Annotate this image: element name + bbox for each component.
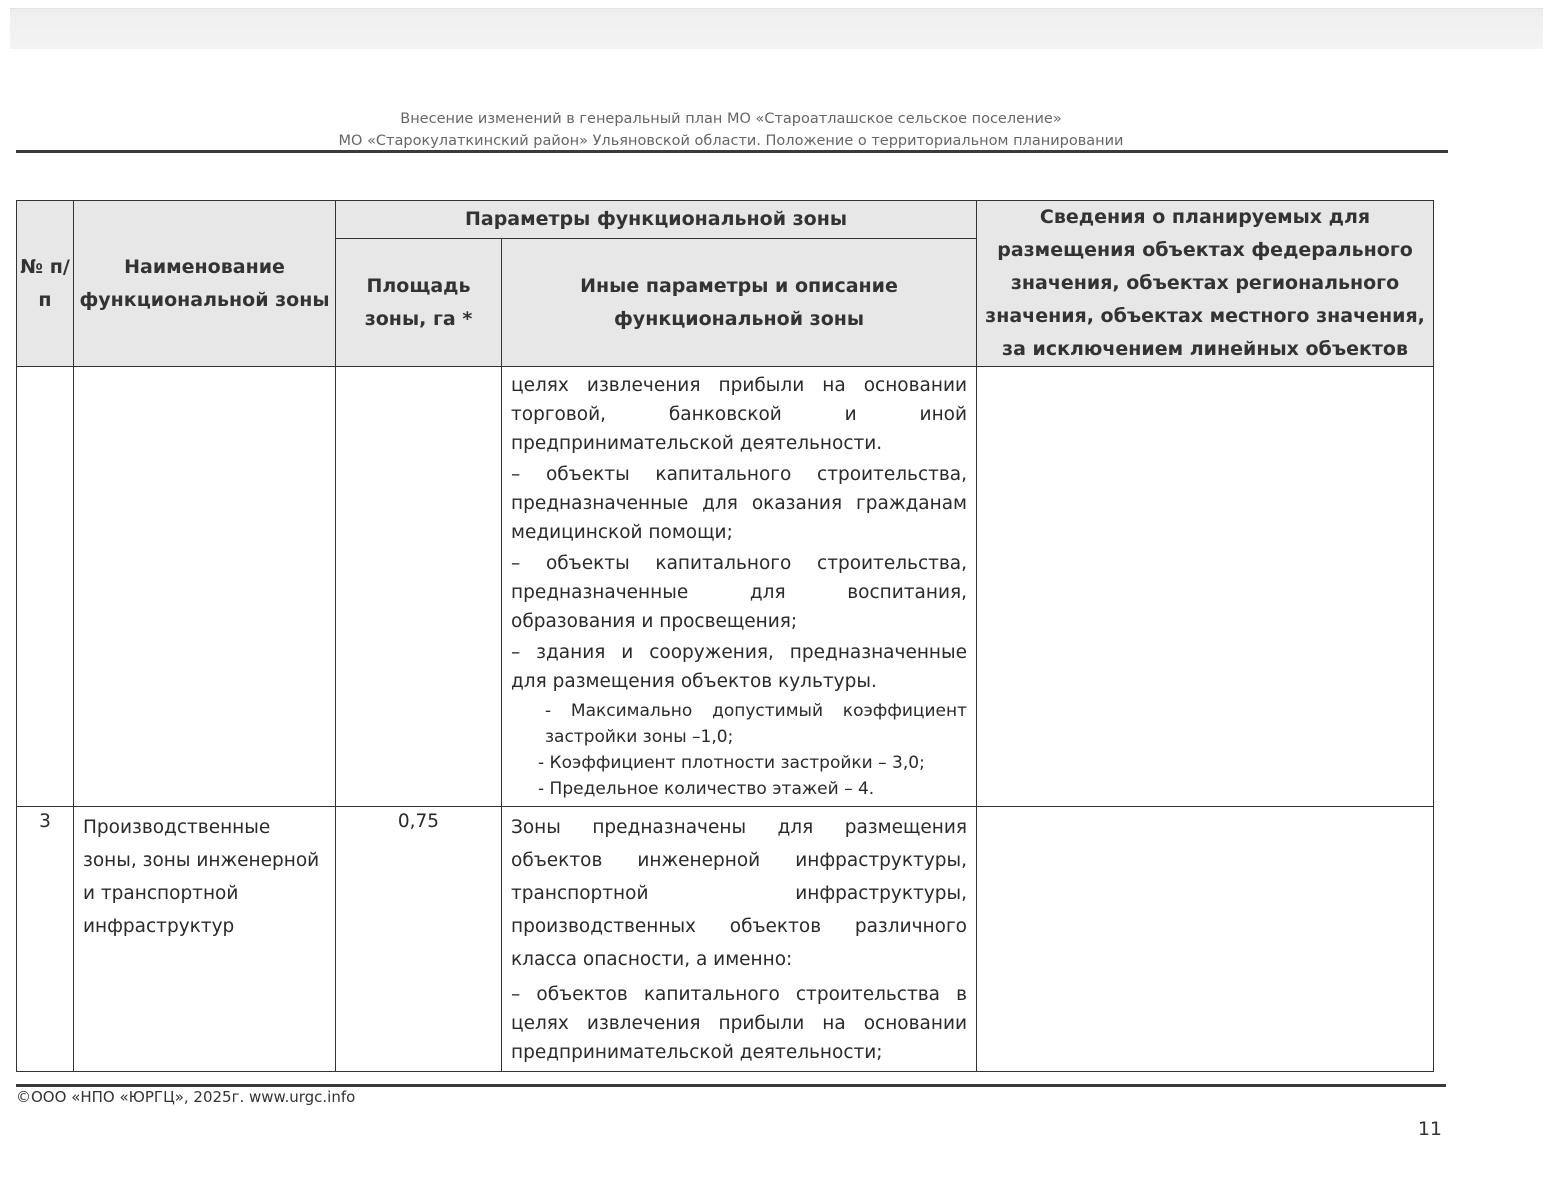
zone-parameter: - Максимально допустимый коэффициент застройки зоны –1,0; <box>545 701 968 747</box>
cell-zone-name <box>74 367 336 807</box>
table-row <box>17 367 1434 807</box>
cell-zone-area <box>336 367 502 807</box>
cell-zone-name: Производственные зоны, зоны инженерной и транспортной инфраструктур <box>74 807 336 1072</box>
header-zone-area: Площадь зоны, га * <box>336 239 502 367</box>
document-header <box>16 108 1446 152</box>
scan-margin-strip <box>10 8 1543 49</box>
table-row <box>17 807 1434 1072</box>
header-planned-objects: Сведения о планируемых для размещения объектах федерального значения, объектах регионального значения, объектах местного значения, за исключением линейных объектов <box>977 201 1434 367</box>
footer-copyright: ©ООО «НПО «ЮРГЦ», 2025г. www.urgc.info <box>16 1088 356 1106</box>
cell-zone-description <box>502 367 977 807</box>
header-line-2: МО «Старокулаткинский район» Ульяновской области. Положение о территориальном планировании <box>338 133 1124 149</box>
header-line-1: Внесение изменений в генеральный план МО «Староатлашское сельское поселение» <box>400 111 1062 127</box>
description-paragraph: – объектов капитального строительства в целях извлечения прибыли на основании предпринимательской деятельности; <box>511 984 968 1063</box>
description-paragraph: целях извлечения прибыли на основании торговой, банковской и иной предпринимательской деятельности. <box>511 375 968 454</box>
description-paragraph: – здания и сооружения, предназначенные для размещения объектов культуры. <box>511 642 968 692</box>
cell-planned-objects <box>977 367 1434 807</box>
header-zone-name: Наименование функциональной зоны <box>74 201 336 367</box>
header-zone-params: Параметры функциональной зоны <box>336 201 977 239</box>
description-paragraph: – объекты капитального строительства, предназначенные для оказания гражданам медицинской помощи; <box>511 464 968 543</box>
description-paragraph: – объекты капитального строительства, предназначенные для воспитания, образования и просвещения; <box>511 553 968 632</box>
footer-divider <box>16 1084 1446 1087</box>
zone-parameter: - Предельное количество этажей – 4. <box>538 779 875 799</box>
cell-zone-area: 0,75 <box>336 807 502 1072</box>
page-number: 11 <box>1417 1118 1442 1140</box>
cell-zone-description <box>502 807 977 1072</box>
header-divider <box>16 150 1448 153</box>
cell-num <box>17 367 74 807</box>
zone-parameter: - Коэффициент плотности застройки – 3,0; <box>538 753 925 773</box>
header-num: № п/п <box>17 201 74 367</box>
header-other-params: Иные параметры и описание функциональной зоны <box>502 239 977 367</box>
cell-planned-objects <box>977 807 1434 1072</box>
cell-num: 3 <box>17 807 74 1072</box>
functional-zones-table <box>16 200 1434 1072</box>
description-paragraph: Зоны предназначены для размещения объектов инженерной инфраструктуры, транспортной инфраструктуры, производственных объектов различного класса опасности, а именно: <box>511 817 968 970</box>
